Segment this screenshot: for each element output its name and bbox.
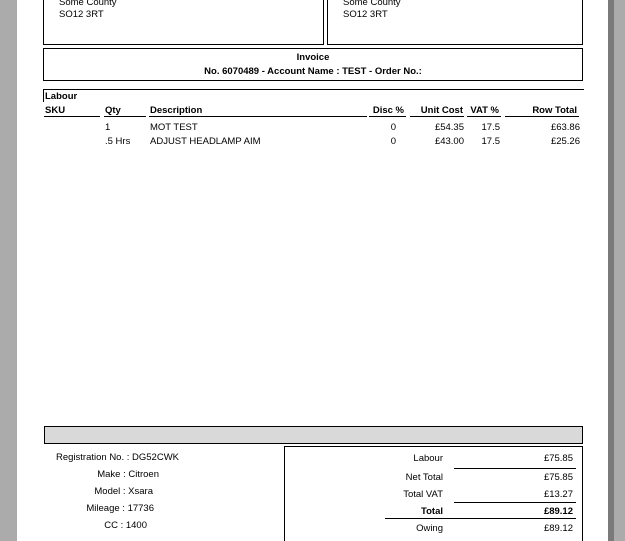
- row-vat: 17.5: [481, 122, 500, 133]
- vehicle-cc: CC : 1400: [104, 520, 147, 531]
- row-disc: 0: [390, 136, 396, 147]
- header-unit-cost: Unit Cost: [420, 105, 463, 116]
- header-rule: [369, 116, 406, 117]
- totals-box: [284, 446, 583, 541]
- labour-section-title: Labour: [45, 91, 78, 102]
- header-sku: SKU: [45, 105, 66, 116]
- header-rule: [505, 116, 579, 117]
- totals-rule: [454, 468, 576, 469]
- row-description: ADJUST HEADLAMP AIM: [150, 136, 261, 147]
- customer-county: Some County: [59, 0, 117, 8]
- total-vat-value: £13.27: [543, 489, 573, 500]
- vehicle-mileage: Mileage : 17736: [86, 503, 154, 514]
- footer-bar: [44, 426, 583, 444]
- row-description: MOT TEST: [150, 122, 198, 133]
- row-vat: 17.5: [481, 136, 500, 147]
- header-rule: [104, 116, 146, 117]
- row-disc: 0: [390, 122, 396, 133]
- totals-rule: [454, 502, 576, 503]
- header-rule: [149, 116, 367, 117]
- labour-total-label: Labour: [413, 453, 443, 464]
- customer-address-box: [43, 0, 324, 45]
- owing-label: Owing: [416, 523, 443, 534]
- grand-total-value: £89.12: [543, 506, 573, 517]
- header-qty: Qty: [105, 105, 121, 116]
- header-rule: [410, 116, 464, 117]
- row-unit-cost: £54.35: [434, 122, 464, 133]
- delivery-address-box: [327, 0, 583, 45]
- invoice-page: [17, 0, 608, 541]
- labour-left-rule: [43, 89, 44, 102]
- header-description: Description: [150, 105, 203, 116]
- vehicle-registration: Registration No. : DG52CWK: [55, 452, 179, 463]
- labour-total-value: £75.85: [543, 453, 573, 464]
- header-rule: [44, 116, 100, 117]
- invoice-header-box: [43, 48, 583, 81]
- row-total: £63.86: [550, 122, 580, 133]
- vehicle-make: Make : Citroen: [97, 469, 159, 480]
- header-rule: [467, 116, 501, 117]
- net-total-label: Net Total: [405, 472, 443, 483]
- row-qty: 1: [105, 122, 111, 133]
- header-row-total: Row Total: [532, 105, 577, 116]
- page-shadow: [608, 0, 614, 541]
- vehicle-model: Model : Xsara: [94, 486, 153, 497]
- total-vat-label: Total VAT: [403, 489, 443, 500]
- row-total: £25.26: [550, 136, 580, 147]
- row-qty: .5 Hrs: [105, 136, 131, 147]
- header-disc: Disc %: [372, 105, 404, 116]
- header-vat: VAT %: [470, 105, 499, 116]
- invoice-details: No. 6070489 - Account Name : TEST - Order No.:: [204, 66, 422, 77]
- row-unit-cost: £43.00: [434, 136, 464, 147]
- customer-postcode: SO12 3RT: [59, 9, 104, 20]
- owing-value: £89.12: [543, 523, 573, 534]
- invoice-heading: Invoice: [296, 52, 330, 63]
- grand-total-label: Total: [421, 506, 443, 517]
- delivery-county: Some County: [343, 0, 401, 8]
- labour-top-rule: [43, 89, 584, 90]
- totals-rule: [385, 518, 576, 519]
- net-total-value: £75.85: [543, 472, 573, 483]
- delivery-postcode: SO12 3RT: [343, 9, 388, 20]
